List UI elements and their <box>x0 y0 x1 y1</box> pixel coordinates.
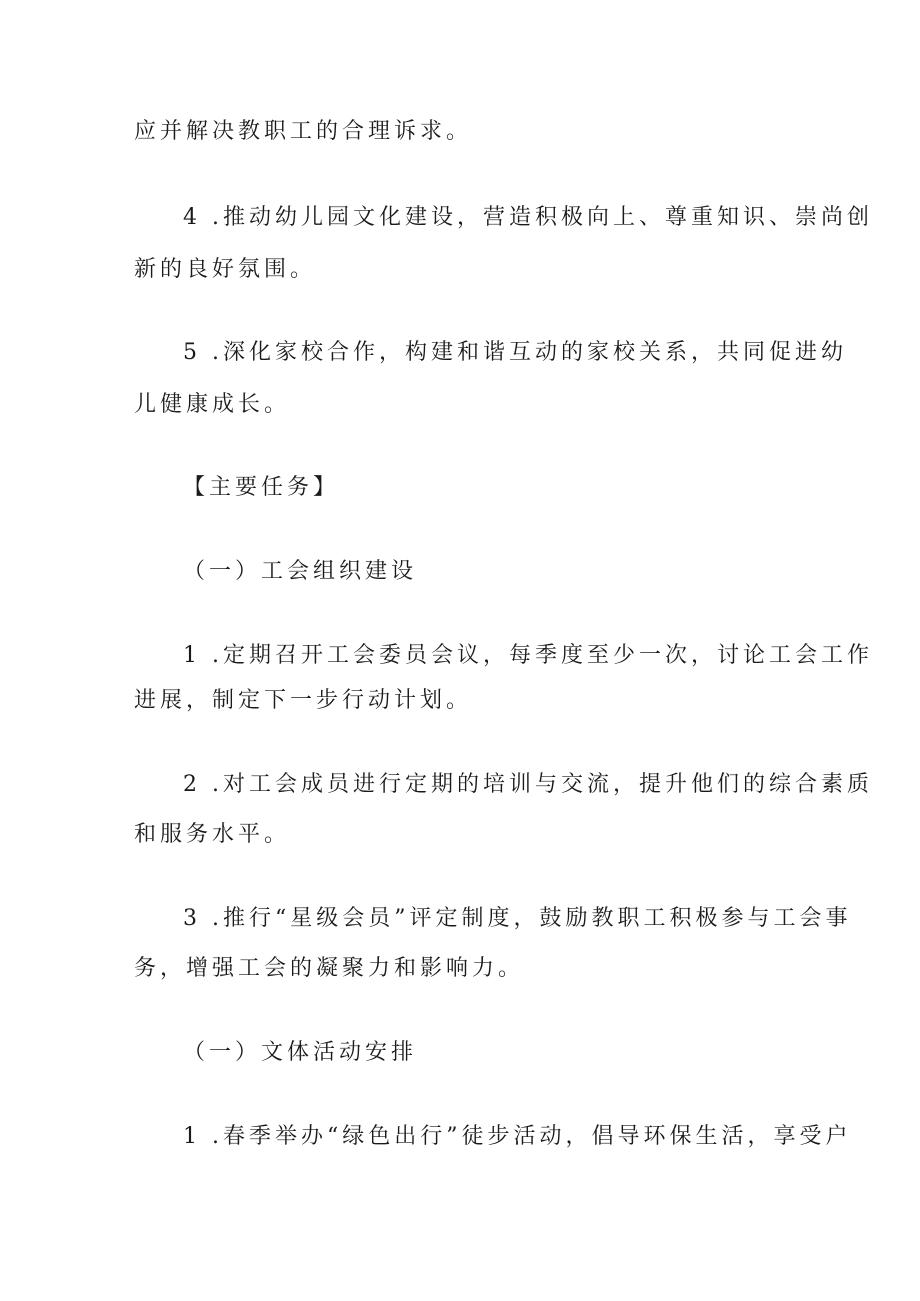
paragraph-line: 1 .定期召开工会委员会议，每季度至少一次，讨论工会工作 <box>183 643 873 668</box>
paragraph-line: 2 .对工会成员进行定期的培训与交流，提升他们的综合素质 <box>183 772 873 797</box>
paragraph-line: 1 .春季举办“绿色出行”徒步活动，倡导环保生活，享受户 <box>183 1124 852 1149</box>
paragraph-line: 和服务水平。 <box>134 822 291 847</box>
subsection-heading: （一）文体活动安排 <box>183 1040 418 1065</box>
paragraph-line: 进展，制定下一步行动计划。 <box>134 688 473 713</box>
paragraph-line: 3 .推行“星级会员”评定制度，鼓励教职工积极参与工会事 <box>183 906 852 931</box>
subsection-heading: （一）工会组织建设 <box>183 559 418 584</box>
paragraph-line: 5 .深化家校合作，构建和谐互动的家校关系，共同促进幼 <box>183 340 847 365</box>
paragraph-line: 应并解决教职工的合理诉求。 <box>134 119 473 144</box>
section-heading: 【主要任务】 <box>183 475 340 500</box>
paragraph-line: 儿健康成长。 <box>134 392 291 417</box>
paragraph-line: 务，增强工会的凝聚力和影响力。 <box>134 956 525 981</box>
paragraph-line: 新的良好氛围。 <box>134 257 317 282</box>
paragraph-line: 4 .推动幼儿园文化建设，营造积极向上、尊重知识、崇尚创 <box>183 205 873 230</box>
